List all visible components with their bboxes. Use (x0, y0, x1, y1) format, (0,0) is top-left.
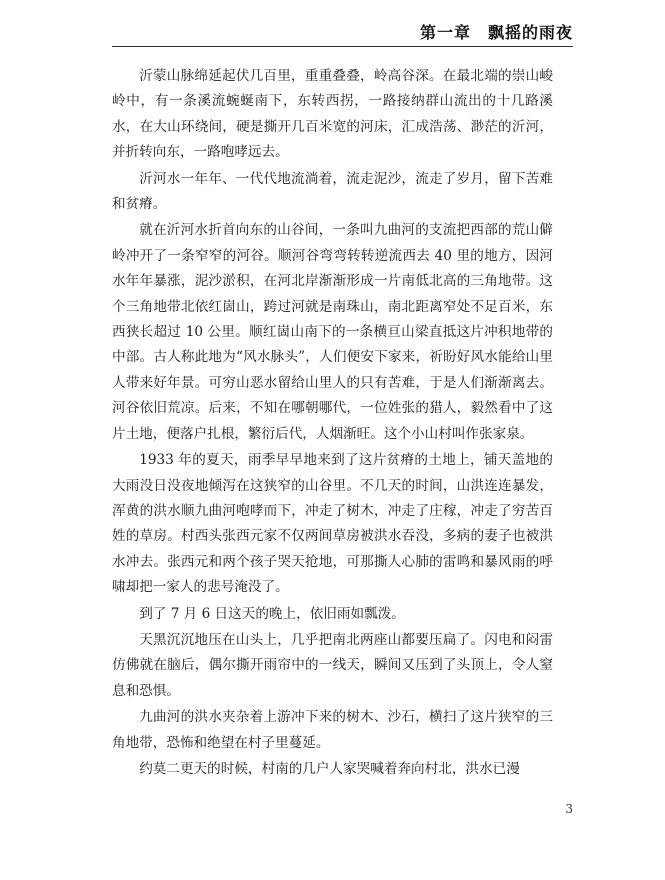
paragraph: 沂河水一年年、一代代地流淌着，流走泥沙，流走了岁月，留下苦难和贫瘠。 (112, 170, 553, 213)
paragraph: 约莫二更天的时候，村南的几户人家哭喊着奔向村北，洪水已漫 (139, 760, 520, 777)
paragraph: 九曲河的洪水夹杂着上游冲下来的树木、沙石，横扫了这片狭窄的三角地带，恐怖和绝望在村子里蔓延。 (112, 709, 553, 751)
body-text (112, 64, 553, 783)
paragraph: 沂蒙山脉绵延起伏几百里，重重叠叠，岭高谷深。在最北端的崇山峻岭中，有一条溪流蜿蜒南下，东转西拐，一路接纳群山流出的十几路溪水，在大山环绕间，硬是撕开几百米宽的河床，汇成浩荡、渺茫的沂河，并折转向东，一路咆哮远去。 (112, 68, 553, 161)
header-rule (112, 46, 573, 47)
paragraph: 到了 7 月 6 日这天的晚上，依旧雨如瓢泼。 (139, 605, 405, 622)
paragraph: 就在沂河水折首向东的山谷间，一条叫九曲河的支流把西部的荒山僻岭冲开了一条窄窄的河谷。顺河谷弯弯转转逆流西去 40 里的地方，因河水年年暴涨，泥沙淤积，在河北岸渐渐形成一片南低北高的三角地带。这个三角地带北依红崮山，跨过河就是南珠山，南北距离窄处不足百米，东西狭长超过 10 公里。顺红崮山南下的一条横亘山梁直抵这片冲积地带的中部。古人称此地为“风水脉头”，人们便安下家来，祈盼好风水能给山里人带来好年景。可穷山恶水留给山里人的只有苦难，于是人们渐渐离去。河谷依旧荒凉。后来，不知在哪朝哪代，一位姓张的猎人，毅然看中了这片土地，便落户扎根，繁衍后代，人烟渐旺。这个小山村叫作张家泉。 (112, 222, 553, 442)
paragraph: 天黑沉沉地压在山头上，几乎把南北两座山都要压扁了。闪电和闷雷仿佛就在脑后，偶尔撕开雨帘中的一线天，瞬间又压到了头顶上，令人窒息和恐惧。 (112, 631, 553, 699)
paragraph: 1933 年的夏天，雨季早早地来到了这片贫瘠的土地上，铺天盖地的大雨没日没夜地倾泻在这狭窄的山谷里。不几天的时间，山洪连连暴发，浑黄的洪水顺九曲河咆哮而下，冲走了树木，冲走了庄稼，冲走了穷苦百姓的草房。村西头张西元家不仅两间草房被洪水吞没，多病的妻子也被洪水冲去。张西元和两个孩子哭天抢地，可那撕人心肺的雷鸣和暴风雨的呼啸却把一家人的悲号淹没了。 (112, 452, 553, 596)
chapter-header: 第一章 飘摇的雨夜 (419, 23, 573, 42)
page-number: 3 (565, 802, 573, 816)
